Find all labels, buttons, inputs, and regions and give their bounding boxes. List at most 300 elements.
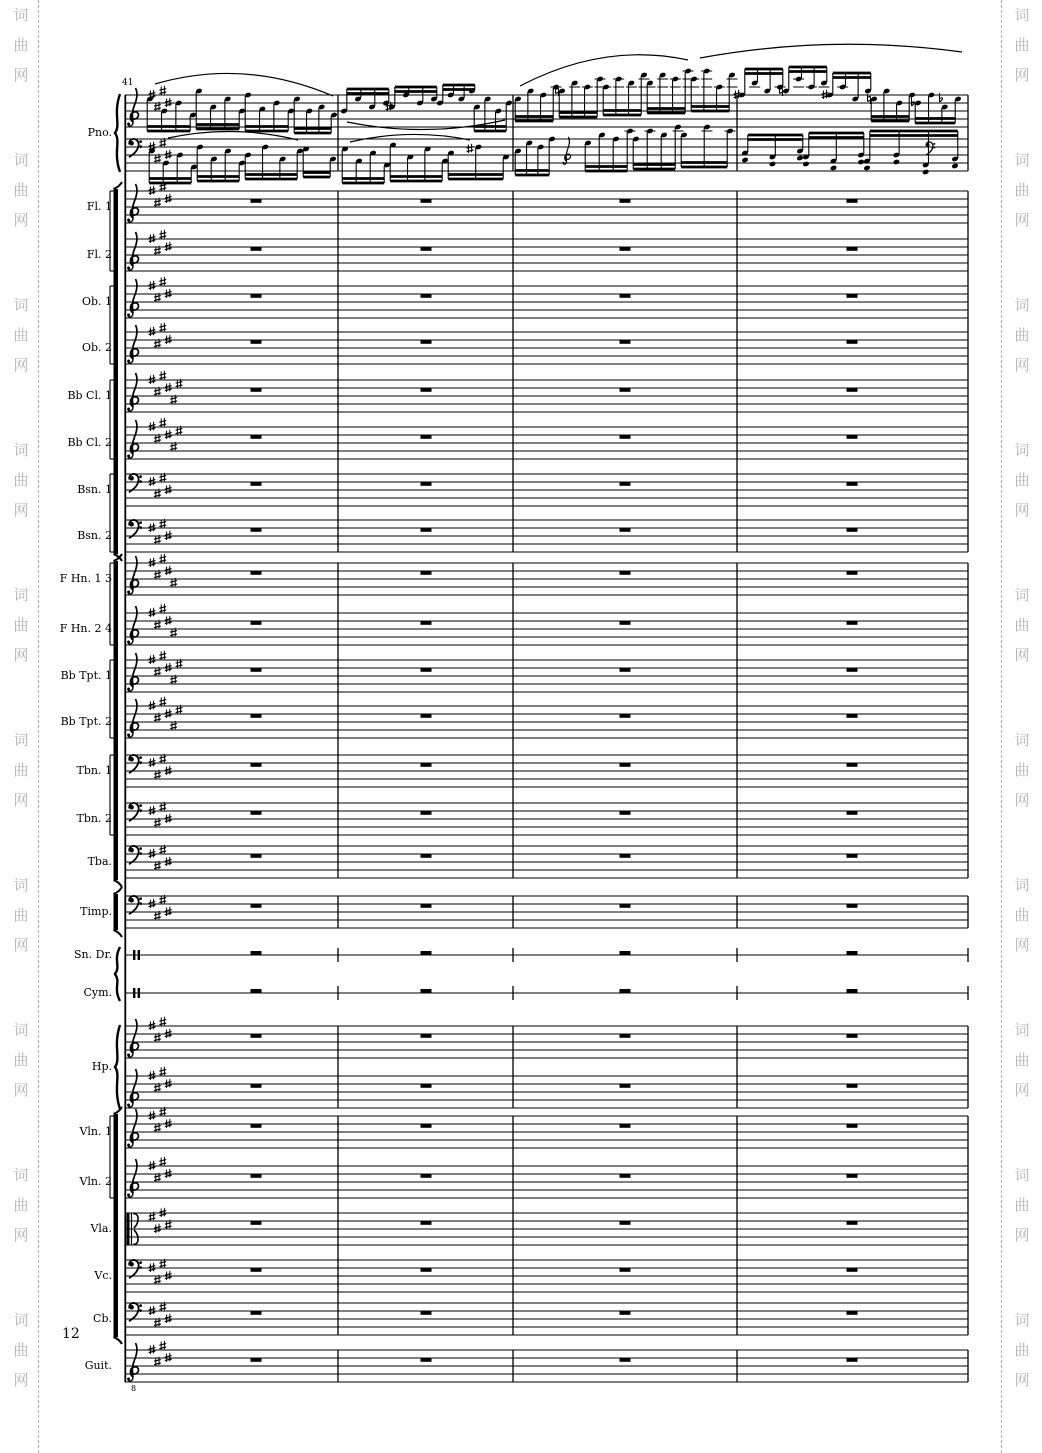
sharp-sign [149, 477, 156, 486]
whole-rest [421, 1034, 432, 1038]
piano-beam-group [388, 87, 437, 110]
sharp-sign [149, 701, 156, 710]
watermark-char: 网 [13, 1081, 29, 1099]
staff-tbn1 [125, 754, 968, 787]
whole-rest [421, 951, 432, 955]
watermark-char: 曲 [1014, 616, 1030, 634]
whole-rest [251, 199, 262, 203]
piano-beam-group [584, 128, 635, 171]
whole-rest [421, 1311, 432, 1315]
watermark-char: 曲 [1014, 181, 1030, 199]
staff-vc [125, 1259, 968, 1292]
whole-rest [251, 247, 262, 251]
sharp-sign [149, 375, 156, 384]
sharp-sign [159, 86, 166, 95]
whole-rest [847, 294, 858, 298]
key-signature [149, 1259, 172, 1284]
watermark-char: 词 [13, 6, 29, 24]
sharp-sign [149, 608, 156, 617]
whole-rest [620, 1084, 631, 1088]
whole-rest [620, 1311, 631, 1315]
piano-beam-group [680, 124, 735, 167]
whole-rest [251, 1174, 262, 1178]
whole-rest [847, 571, 858, 575]
whole-rest [251, 668, 262, 672]
watermark-char: 词 [1014, 1021, 1030, 1039]
watermark-char: 网 [13, 646, 29, 664]
staff-pno2 [125, 138, 968, 171]
staff-label-vla: Vla. [90, 1222, 112, 1235]
whole-rest [421, 294, 432, 298]
watermark-char: 词 [13, 1021, 29, 1039]
whole-rest [421, 528, 432, 532]
staff-fl2 [125, 230, 968, 271]
watermark-char: 网 [13, 66, 29, 84]
sharp-sign [149, 186, 156, 195]
whole-rest [847, 340, 858, 344]
watermark-char: 网 [1014, 1226, 1030, 1244]
watermark-char: 曲 [13, 1051, 29, 1069]
sharp-sign [149, 1021, 156, 1030]
staff-label-tba: Tba. [87, 855, 112, 868]
staff-guit [125, 1341, 968, 1393]
sharp-sign [165, 335, 172, 344]
sharp-sign [149, 327, 156, 336]
whole-rest [620, 989, 631, 993]
whole-rest [847, 811, 858, 815]
whole-rest [421, 1174, 432, 1178]
sharp-sign [165, 663, 172, 672]
staff-label-hp1: Hp. [91, 1060, 112, 1073]
watermark-char: 曲 [13, 761, 29, 779]
staff-hp2 [125, 1067, 968, 1108]
sharp-sign [165, 1029, 172, 1038]
group-bracket-fl1 [110, 182, 122, 561]
whole-rest [620, 668, 631, 672]
treble-clef [127, 699, 138, 737]
whole-rest [620, 951, 631, 955]
sharp-sign [149, 1306, 156, 1315]
whole-rest [847, 989, 858, 993]
watermark-char: 词 [1014, 731, 1030, 749]
bass-clef [129, 755, 142, 773]
treble-clef [127, 606, 138, 644]
treble-clef [127, 653, 138, 691]
sharp-sign [154, 1224, 161, 1233]
treble-clef [562, 137, 570, 164]
watermark-char: 网 [1014, 791, 1030, 809]
staff-label-cl1: Bb Cl. 1 [67, 389, 112, 402]
staff-vla [125, 1208, 968, 1245]
whole-rest [251, 1084, 262, 1088]
whole-rest [620, 811, 631, 815]
measure-number: 41 [122, 78, 134, 88]
whole-rest [251, 1124, 262, 1128]
key-signature [149, 230, 172, 255]
staff-label-cl2: Bb Cl. 2 [67, 436, 112, 449]
watermark-char: 网 [1014, 1371, 1030, 1389]
whole-rest [620, 714, 631, 718]
sharp-sign [149, 1111, 156, 1120]
piano-beam-group [447, 144, 509, 179]
staff-label-hn24: F Hn. 2 4 [59, 622, 112, 635]
staff-label-sndr: Sn. Dr. [74, 948, 112, 961]
sharp-sign [149, 849, 156, 858]
staff-tbn2 [125, 802, 968, 835]
sharp-sign [165, 616, 172, 625]
watermark-char: 网 [1014, 66, 1030, 84]
watermark-char: 网 [13, 936, 29, 954]
whole-rest [251, 571, 262, 575]
whole-rest [847, 854, 858, 858]
staff-cb [125, 1302, 968, 1335]
key-signature [149, 554, 177, 587]
whole-rest [421, 1358, 432, 1362]
watermark-char: 曲 [13, 471, 29, 489]
watermark-char: 词 [13, 441, 29, 459]
whole-rest [421, 1124, 432, 1128]
sharp-sign [159, 1067, 166, 1076]
piano-beam-group [473, 96, 512, 131]
staff-ob1 [125, 277, 968, 318]
staff-ob2 [125, 323, 968, 364]
treble-clef [127, 279, 138, 317]
staff-sndr [125, 950, 968, 960]
whole-rest [251, 763, 262, 767]
bass-clef [129, 803, 142, 821]
sharp-sign [159, 604, 166, 613]
piano-beam-group [514, 84, 561, 121]
watermark-char: 网 [1014, 211, 1030, 229]
treble-clef [127, 1069, 138, 1107]
watermark-char: 网 [1014, 1081, 1030, 1099]
staff-label-bsn2: Bsn. 2 [77, 529, 112, 542]
whole-rest [847, 668, 858, 672]
treble-clef [127, 373, 138, 411]
key-signature [149, 651, 183, 684]
watermark-char: 曲 [13, 1341, 29, 1359]
whole-rest [421, 247, 432, 251]
piano-beam-group [196, 144, 245, 181]
sharp-sign [165, 814, 172, 823]
watermark-char: 词 [1014, 1311, 1030, 1329]
staff-timp [125, 895, 968, 928]
sharp-sign [159, 418, 166, 427]
treble-clef [127, 1019, 138, 1057]
whole-rest [847, 951, 858, 955]
sharp-sign [149, 234, 156, 243]
watermark-char: 词 [13, 876, 29, 894]
staff-bsn1 [125, 473, 968, 506]
group-bracket-hn13 [110, 554, 122, 887]
sharp-sign [165, 430, 172, 439]
whole-rest [847, 714, 858, 718]
watermark-char: 曲 [13, 906, 29, 924]
sharp-sign [149, 655, 156, 664]
staff-label-vln2: Vln. 2 [79, 1175, 112, 1188]
whole-rest [421, 763, 432, 767]
treble-clef [127, 556, 138, 594]
whole-rest [251, 1221, 262, 1225]
key-signature [149, 895, 172, 920]
sharp-sign [165, 907, 172, 916]
group-brace-sndr [115, 947, 120, 1001]
piano-beam-group [689, 68, 738, 111]
whole-rest [620, 199, 631, 203]
whole-rest [847, 199, 858, 203]
watermark-char: 曲 [13, 181, 29, 199]
whole-rest [421, 340, 432, 344]
watermark-char: 网 [13, 791, 29, 809]
staff-label-fl1: Fl. 1 [86, 200, 112, 213]
flat-sign [940, 93, 943, 102]
whole-rest [251, 294, 262, 298]
whole-rest [421, 571, 432, 575]
piano-beam-group [914, 92, 961, 123]
key-signature [149, 519, 172, 544]
key-signature [149, 697, 183, 730]
watermark-char: 词 [1014, 296, 1030, 314]
whole-rest [847, 1174, 858, 1178]
whole-rest [421, 1268, 432, 1272]
sharp-sign [149, 899, 156, 908]
group-bracket-vln1 [110, 1107, 122, 1344]
watermark-char: 网 [13, 1226, 29, 1244]
watermark-char: 网 [1014, 501, 1030, 519]
watermark-char: 曲 [1014, 1196, 1030, 1214]
watermark-char: 网 [1014, 646, 1030, 664]
whole-rest [251, 1268, 262, 1272]
watermark-char: 词 [1014, 151, 1030, 169]
watermark-char: 网 [13, 211, 29, 229]
staff-label-tpt1: Bb Tpt. 1 [60, 669, 112, 682]
whole-rest [847, 482, 858, 486]
sharp-sign [165, 98, 172, 107]
whole-rest [620, 854, 631, 858]
watermark-char: 曲 [1014, 1341, 1030, 1359]
sharp-sign [165, 531, 172, 540]
sharp-sign [165, 1169, 172, 1178]
piano-beam-group [632, 124, 683, 169]
piano-beam-group [863, 131, 958, 175]
sharp-sign [159, 651, 166, 660]
staff-cl2 [125, 418, 968, 459]
whole-rest [251, 388, 262, 392]
staff-tpt2 [125, 697, 968, 738]
group-brace-hp1 [115, 1025, 120, 1109]
staff-vln2 [125, 1157, 968, 1198]
whole-rest [421, 1221, 432, 1225]
sharp-sign [165, 1314, 172, 1323]
whole-rest [251, 435, 262, 439]
key-signature [149, 754, 172, 779]
whole-rest [251, 1311, 262, 1315]
watermark-char: 曲 [1014, 36, 1030, 54]
sharp-sign [149, 558, 156, 567]
sharp-sign [165, 1079, 172, 1088]
staff-vln1 [125, 1107, 968, 1148]
whole-rest [620, 340, 631, 344]
watermark-char: 词 [1014, 876, 1030, 894]
watermark-char: 词 [13, 151, 29, 169]
sharp-sign [165, 383, 172, 392]
whole-rest [620, 571, 631, 575]
whole-rest [620, 1124, 631, 1128]
staff-label-bsn1: Bsn. 1 [77, 483, 112, 496]
watermark-char: 词 [13, 1311, 29, 1329]
staff-label-tpt2: Bb Tpt. 2 [60, 715, 112, 728]
staff-cym [125, 988, 968, 998]
bass-clef [129, 139, 142, 157]
key-signature [149, 604, 177, 637]
watermark-char: 网 [13, 501, 29, 519]
sharp-sign [165, 289, 172, 298]
watermark-char: 词 [1014, 586, 1030, 604]
watermark-char: 词 [13, 1166, 29, 1184]
piano-beam-group [244, 144, 303, 179]
sharp-sign [149, 806, 156, 815]
key-signature [149, 1067, 172, 1092]
whole-rest [251, 1358, 262, 1362]
piano-music [146, 44, 962, 183]
piano-beam-group [148, 148, 197, 183]
treble-clef [127, 1343, 138, 1381]
sharp-sign [149, 422, 156, 431]
key-signature [149, 802, 172, 827]
key-signature [149, 1107, 172, 1132]
piano-beam-group [195, 88, 245, 129]
key-signature [149, 1302, 172, 1327]
staff-bsn2 [125, 519, 968, 552]
staff-hn24 [125, 604, 968, 645]
treble-clef [127, 1109, 138, 1147]
treble-clef [127, 1159, 138, 1197]
sharp-sign [159, 230, 166, 239]
whole-rest [620, 1034, 631, 1038]
staff-label-cb: Cb. [93, 1312, 112, 1325]
watermark-char: 网 [1014, 356, 1030, 374]
sharp-sign [165, 150, 172, 159]
piano-beam-group [302, 146, 336, 177]
whole-rest [421, 482, 432, 486]
treble-clef [127, 325, 138, 363]
whole-rest [251, 621, 262, 625]
bass-clef [129, 846, 142, 864]
staff-label-guit: Guit. [84, 1359, 112, 1372]
page-number: 12 [62, 1326, 80, 1342]
key-signature [149, 182, 172, 207]
whole-rest [421, 989, 432, 993]
whole-rest [251, 904, 262, 908]
staff-label-cym: Cym. [83, 986, 112, 999]
whole-rest [421, 714, 432, 718]
whole-rest [847, 1358, 858, 1362]
treble-clef [127, 232, 138, 270]
staff-fl1 [125, 182, 968, 223]
staff-label-hn13: F Hn. 1 3 [59, 572, 112, 585]
staff-label-pno1: Pno. [87, 126, 112, 139]
whole-rest [421, 904, 432, 908]
bass-clef [129, 474, 142, 492]
watermark-char: 曲 [13, 616, 29, 634]
sharp-sign [159, 1208, 166, 1217]
sharp-sign [165, 566, 172, 575]
whole-rest [251, 714, 262, 718]
whole-rest [620, 388, 631, 392]
whole-rest [620, 435, 631, 439]
piano-beam-group [826, 73, 871, 102]
watermark-char: 曲 [13, 326, 29, 344]
whole-rest [421, 668, 432, 672]
whole-rest [620, 482, 631, 486]
whole-rest [251, 811, 262, 815]
whole-rest [421, 199, 432, 203]
staff-label-vln1: Vln. 1 [79, 1125, 112, 1138]
sharp-sign [159, 277, 166, 286]
sharp-sign [159, 323, 166, 332]
whole-rest [847, 1311, 858, 1315]
watermark-char: 曲 [13, 1196, 29, 1214]
whole-rest [847, 1221, 858, 1225]
bass-clef [129, 520, 142, 538]
bass-clef [129, 896, 142, 914]
whole-rest [620, 763, 631, 767]
sharp-sign [149, 281, 156, 290]
treble-clef [127, 88, 138, 126]
whole-rest [620, 904, 631, 908]
piano-beam-group [741, 135, 803, 167]
whole-rest [251, 340, 262, 344]
staff-hn13 [125, 554, 968, 595]
sharp-sign [165, 1271, 172, 1280]
octave-8-mark: 8 [131, 1384, 137, 1393]
key-signature [149, 1017, 172, 1042]
watermark-char: 词 [13, 296, 29, 314]
sharp-sign [159, 697, 166, 706]
piano-beam-group [293, 96, 337, 133]
sharp-sign [165, 485, 172, 494]
group-brace-pno1 [115, 94, 120, 172]
bass-clef [129, 1260, 142, 1278]
key-signature [149, 1341, 172, 1366]
whole-rest [421, 388, 432, 392]
whole-rest [251, 528, 262, 532]
staff-hp1 [125, 1017, 968, 1058]
watermark-char: 曲 [1014, 906, 1030, 924]
watermark-char: 网 [13, 356, 29, 374]
whole-rest [421, 1084, 432, 1088]
whole-rest [421, 621, 432, 625]
piano-beam-group [738, 69, 785, 98]
whole-rest [251, 951, 262, 955]
sharp-sign [165, 1353, 172, 1362]
whole-rest [847, 388, 858, 392]
staff-label-fl2: Fl. 2 [86, 248, 112, 261]
whole-rest [847, 1034, 858, 1038]
piano-beam-group [601, 72, 650, 115]
whole-rest [421, 435, 432, 439]
whole-rest [620, 528, 631, 532]
whole-rest [847, 528, 858, 532]
key-signature [149, 473, 172, 498]
staff-label-tbn2: Tbn. 2 [76, 812, 112, 825]
sharp-sign [159, 1341, 166, 1350]
sharp-sign [165, 194, 172, 203]
whole-rest [847, 621, 858, 625]
staff-label-ob1: Ob. 1 [81, 295, 112, 308]
watermark-char: 曲 [1014, 326, 1030, 344]
staff-label-timp: Timp. [80, 905, 112, 918]
